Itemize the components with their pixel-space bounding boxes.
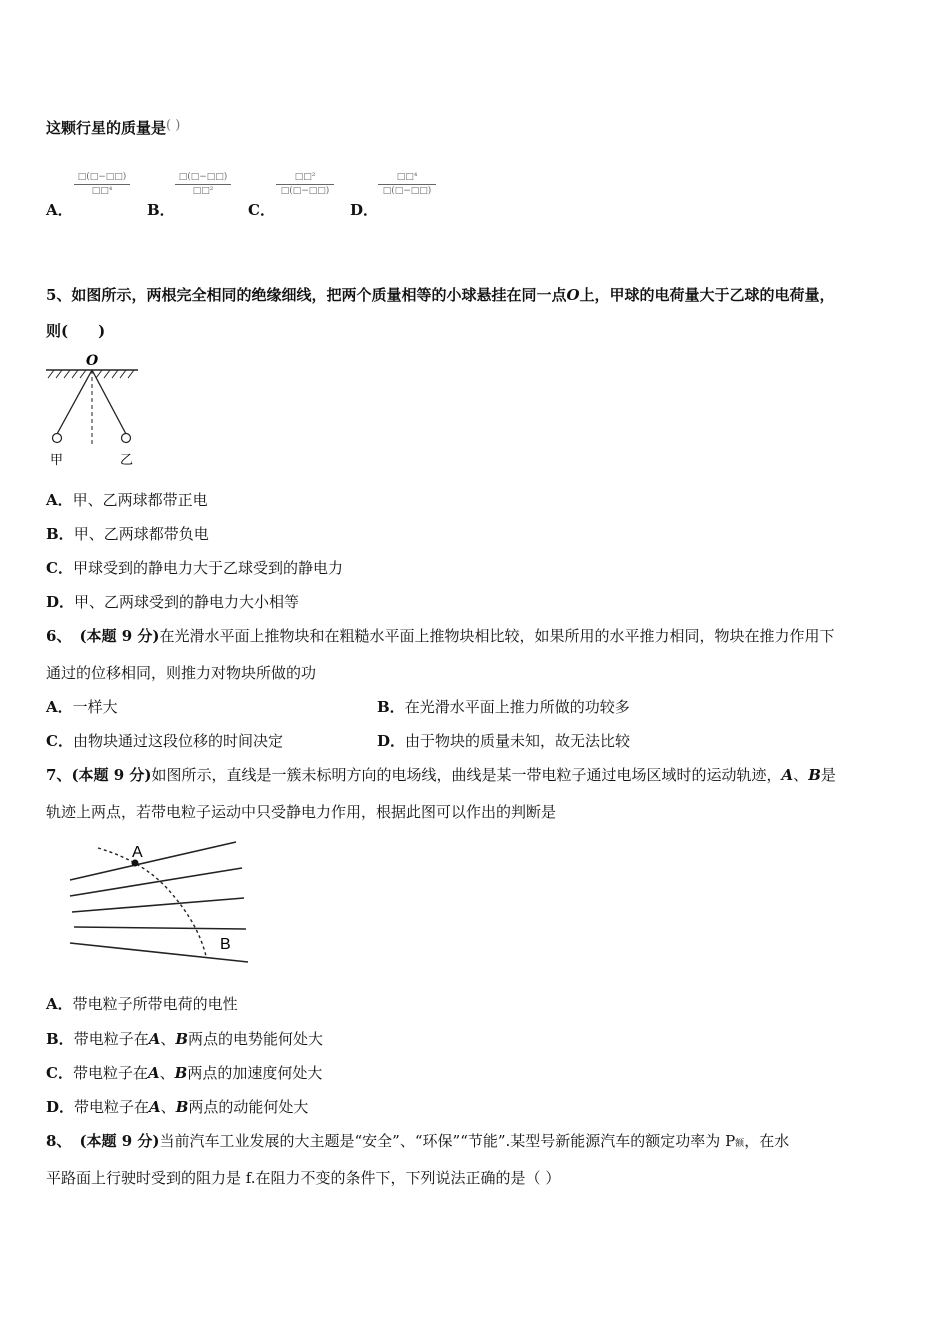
q5-option-a: A．甲、乙两球都带正电 bbox=[46, 491, 208, 509]
q6-option-a: A．一样大 bbox=[46, 698, 118, 716]
q6-option-d: D．由于物块的质量未知，故无法比较 bbox=[377, 732, 631, 750]
q7-option-c: C．带电粒子在A、B两点的加速度何处大 bbox=[46, 1064, 323, 1082]
q5-stem-line1: 5、如图所示，两根完全相同的绝缘细线，把两个质量相等的小球悬挂在同一点O上，甲球的电荷量大于乙球的电荷量， bbox=[46, 286, 835, 304]
q5-stem-line2: 则( ) bbox=[46, 322, 106, 340]
q5-fig-point-o: O bbox=[86, 353, 99, 369]
q4-choice-b-fraction: □(□−□□) □□² bbox=[175, 172, 231, 197]
q4-choice-c-label: C． bbox=[248, 201, 275, 219]
q5-fig-label-jia: 甲 bbox=[50, 453, 64, 468]
q5-option-b: B．甲、乙两球都带负电 bbox=[46, 525, 209, 543]
q7-figure-field-lines bbox=[62, 836, 256, 968]
q7-stem-line2: 轨迹上两点，若带电粒子运动中只受静电力作用，根据此图可以作出的判断是 bbox=[46, 803, 557, 821]
q4-choice-a-label: A． bbox=[46, 201, 73, 219]
q8-stem-line2: 平路面上行驶时受到的阻力是 f.在阻力不变的条件下，下列说法正确的是（ ） bbox=[46, 1169, 561, 1187]
q4-answer-paren: ( ) bbox=[166, 118, 181, 133]
q6-stem-line1: 6、 (本题 9 分)在光滑水平面上推物块和在粗糙水平面上推物块相比较，如果所用的水平推力相同，物块在推力作用下 bbox=[46, 627, 835, 645]
q5-fig-label-yi: 乙 bbox=[120, 453, 134, 468]
q7-option-d: D．带电粒子在A、B两点的动能何处大 bbox=[46, 1098, 309, 1116]
q7-fig-label-a: A bbox=[132, 844, 143, 861]
q5-figure-pendulums bbox=[40, 348, 150, 470]
q4-stem: 这颗行星的质量是( ) bbox=[46, 118, 181, 137]
q6-option-b: B．在光滑水平面上推力所做的功较多 bbox=[377, 698, 630, 716]
q8-stem-line1: 8、 (本题 9 分)当前汽车工业发展的大主题是“安全”、“环保”“节能”.某型号新能源汽车的额定功率为 P额，在水 bbox=[46, 1132, 790, 1150]
q7-fig-label-b: B bbox=[220, 936, 231, 953]
q4-choice-d-fraction: □□⁴ □(□−□□) bbox=[378, 172, 436, 197]
q4-choice-b-label: B． bbox=[147, 201, 175, 219]
q5-fig-ball-right bbox=[122, 434, 131, 443]
q4-choice-a-fraction: □(□−□□) □□⁴ bbox=[74, 172, 130, 197]
q7-stem-line1: 7、(本题 9 分)如图所示，直线是一簇未标明方向的电场线，曲线是某一带电粒子通过电场区域时的运动轨迹，A、B是 bbox=[46, 766, 836, 784]
q5-fig-ball-left bbox=[53, 434, 62, 443]
q7-option-a: A．带电粒子所带电荷的电性 bbox=[46, 995, 238, 1013]
q4-choice-c-fraction: □□² □(□−□□) bbox=[276, 172, 334, 197]
q6-option-c: C．由物块通过这段位移的时间决定 bbox=[46, 732, 283, 750]
q7-option-b: B．带电粒子在A、B两点的电势能何处大 bbox=[46, 1030, 324, 1048]
q5-option-c: C．甲球受到的静电力大于乙球受到的静电力 bbox=[46, 559, 343, 577]
q5-option-d: D．甲、乙两球受到的静电力大小相等 bbox=[46, 593, 300, 611]
q4-choice-d-label: D． bbox=[350, 201, 379, 219]
q6-stem-line2: 通过的位移相同，则推力对物块所做的功 bbox=[46, 664, 317, 682]
